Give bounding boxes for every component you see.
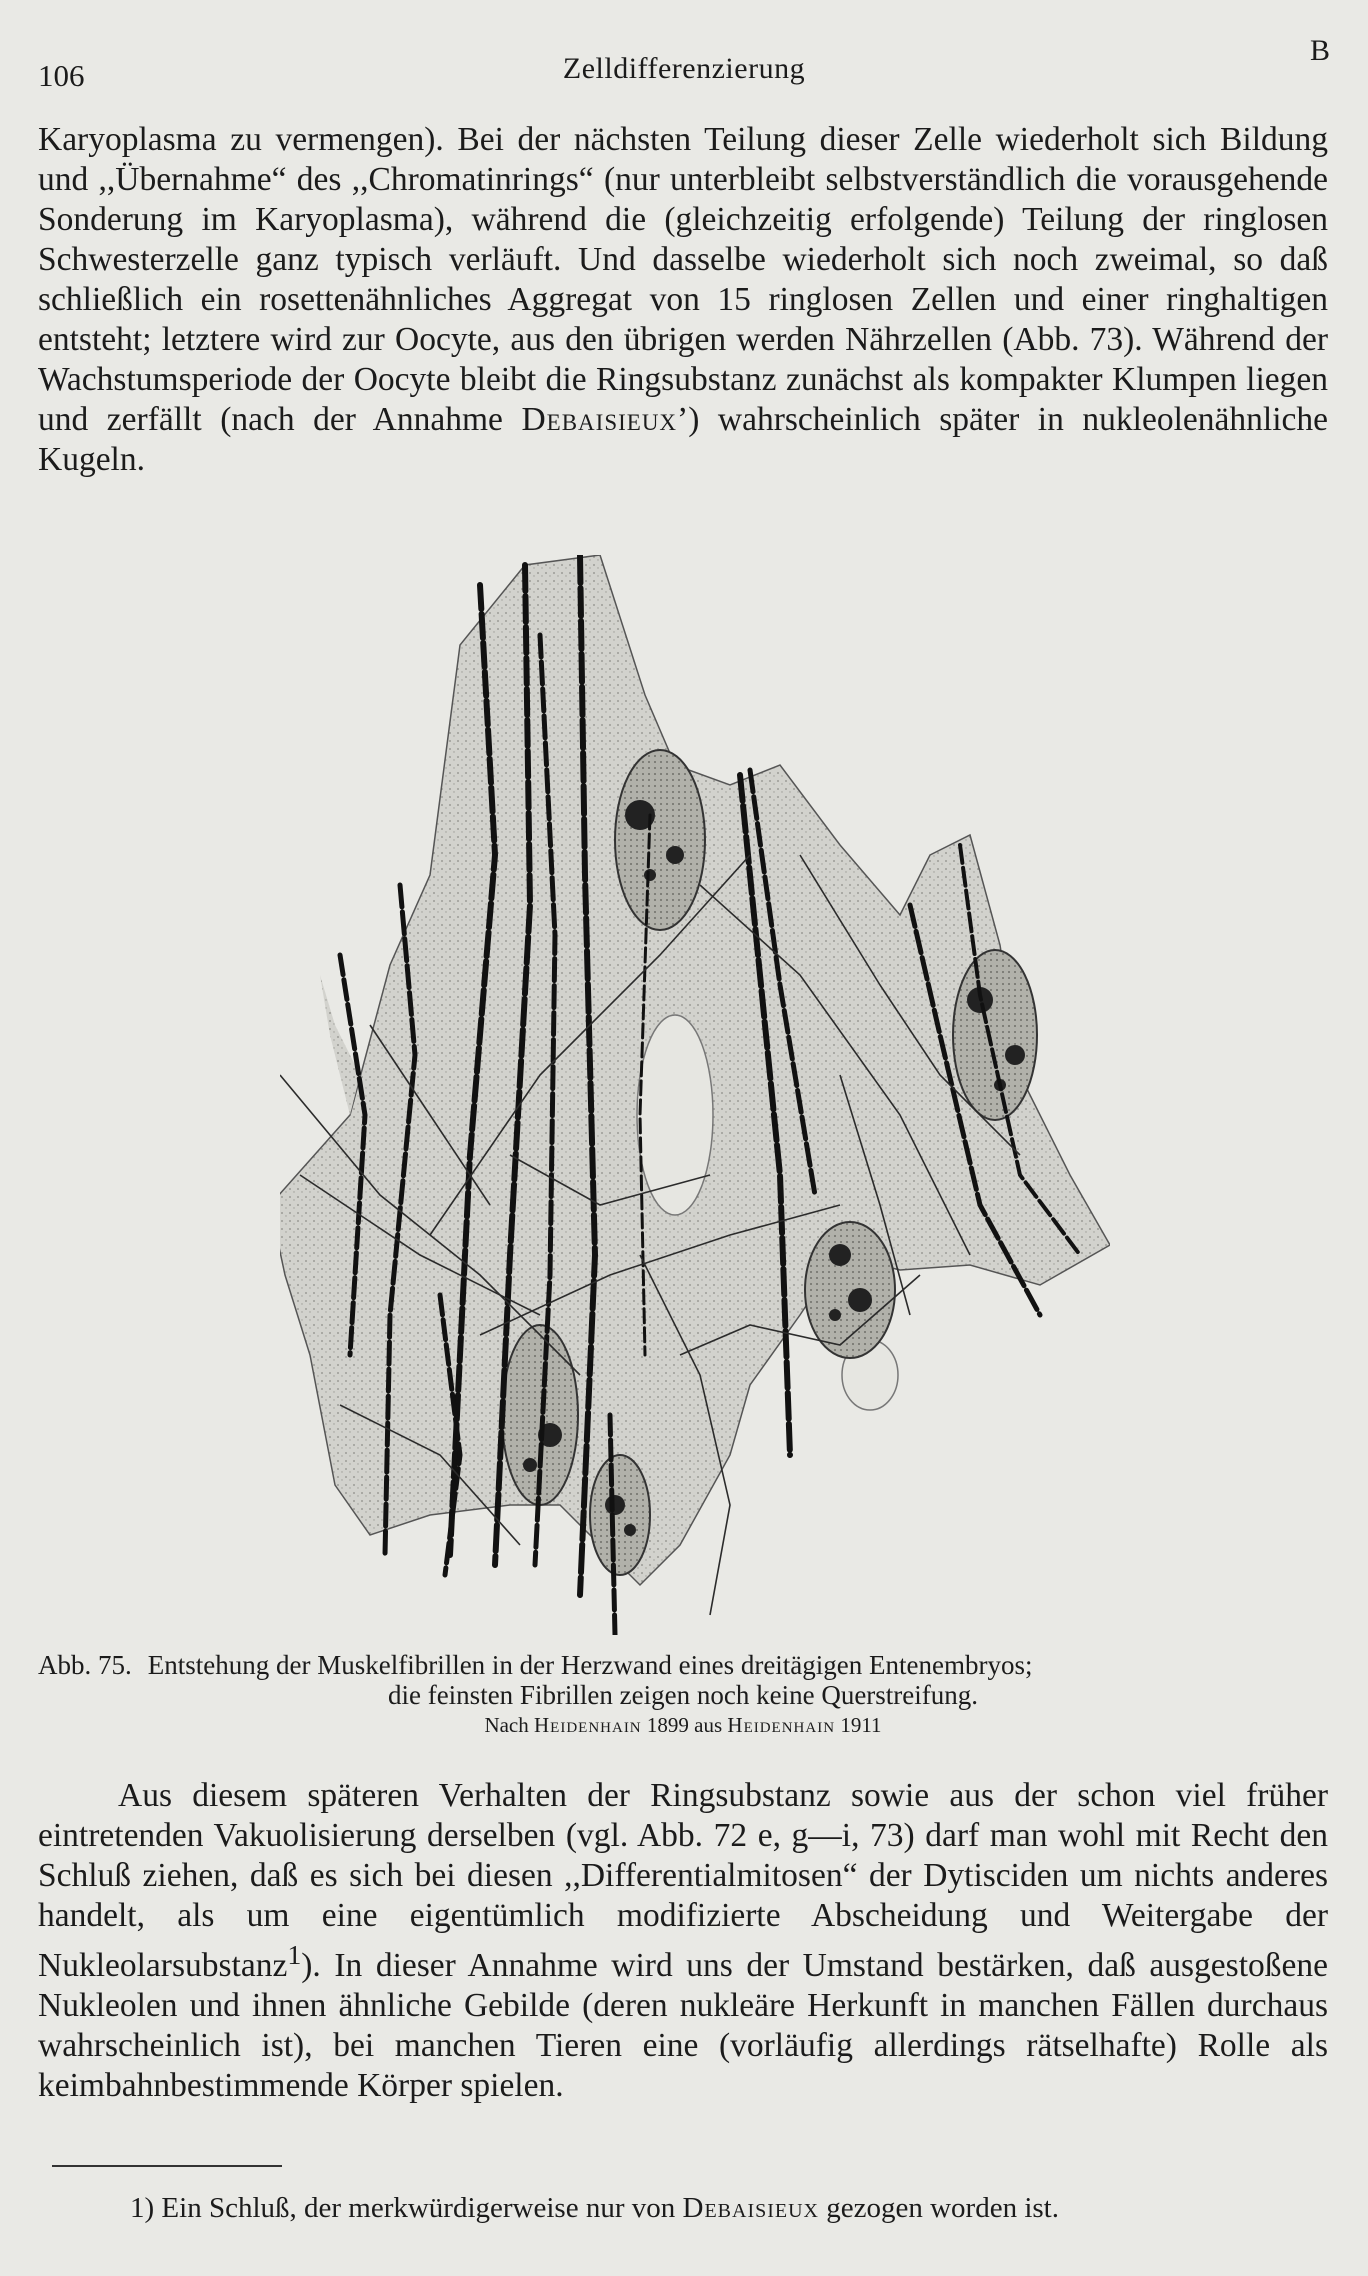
footnote-reference[interactable]: 1 xyxy=(287,1940,302,1971)
page-number: 106 xyxy=(38,58,85,93)
paragraph-main xyxy=(38,1776,1328,2106)
figure-illustration xyxy=(280,555,1110,1635)
paragraph-text xyxy=(38,120,1328,480)
signature-mark: B xyxy=(1309,34,1330,67)
figure-caption xyxy=(38,1650,1328,1740)
source-year: 1911 xyxy=(840,1713,882,1737)
author-name: Debaisieux xyxy=(521,401,678,438)
paragraph-text-part: Karyoplasma zu vermengen). Bei der nächsten Teilung dieser Zelle wiederholt sich Bildung und ,,Übernahme“ des ,,Chromatinrings“ (nur unterbleibt selbstverständlich die vorausgehende Sonderung im Karyoplasma), während die (gleichzeitig erfolgende) Teilung der ringlosen Schwesterzelle ganz typisch verläuft. Und dasselbe wiederholt sich noch zweimal, so daß schließlich ein rosettenähnliches Aggregat von 15 ringlosen Zellen und einer ringhaltigen entsteht; letztere wird zur Oocyte, aus den übrigen werden Nährzellen (Abb. 73). Während der Wachstumsperiode der Oocyte bleibt die Ringsubstanz zunächst als kompakter Klumpen liegen und zerfällt (nach der Annahme xyxy=(38,121,1328,438)
caption-text: die feinsten Fibrillen zeigen noch keine Querstreifung. xyxy=(387,1680,979,1710)
paragraph-continued xyxy=(38,120,1328,480)
page-header xyxy=(38,34,1330,110)
footnote xyxy=(130,2192,1059,2225)
caption-source xyxy=(38,1710,1328,1740)
nucleus xyxy=(953,950,1037,1120)
source-text: 1899 aus xyxy=(646,1713,723,1737)
footnote-text: gezogen worden ist. xyxy=(826,2192,1059,2224)
paragraph-text xyxy=(38,1776,1328,2106)
nucleus xyxy=(615,750,705,930)
paragraph-text-part: ). In dieser Annahme wird uns der Umstand bestärken, daß ausgestoßene Nukleolen und ihnen ähnliche Gebilde (deren nukleäre Herkunft in manchen Fällen durchaus wahrscheinlich ist), bei manchen Tieren eine (vorläufig allerdings rätselhafte) Rolle als keimbahnbestimmende Körper spielen. xyxy=(38,1947,1328,2105)
running-title: Zelldifferenzierung xyxy=(562,52,806,85)
nucleus xyxy=(805,1222,895,1358)
caption-line xyxy=(38,1650,1328,1680)
figure-label: Abb. 75. xyxy=(38,1650,132,1680)
author-name: Debaisieux xyxy=(682,2192,819,2224)
nucleus xyxy=(590,1455,650,1575)
source-text: Nach xyxy=(484,1713,529,1737)
figure-muscle-fibrils xyxy=(280,555,1110,1635)
source-author: Heidenhain xyxy=(727,1713,836,1737)
footnote-text: Ein Schluß, der merkwürdigerweise nur von xyxy=(161,2192,676,2224)
footnote-marker: 1) xyxy=(130,2192,155,2224)
paragraph-text-part: ’) wahrscheinlich später in nukleolenähnliche Kugeln. xyxy=(38,401,1329,478)
paragraph-text-part: Aus diesem späteren Verhalten der Ringsubstanz sowie aus der schon viel früher eintretenden Vakuolisierung derselben (vgl. Abb. 72 e, g—i, 73) darf man wohl mit Recht den Schluß ziehen, daß es sich bei diesen ,,Differentialmitosen“ der Dytisciden um nichts anderes handelt, als um eine eigentümlich modifizierte Abscheidung und Weitergabe der Nukleolarsubstanz xyxy=(38,1777,1328,1985)
caption-text: Entstehung der Muskelfibrillen in der Herzwand eines dreitägigen Entenembryos; xyxy=(147,1650,1033,1680)
source-author: Heidenhain xyxy=(534,1713,642,1737)
footnote-divider xyxy=(52,2165,282,2167)
